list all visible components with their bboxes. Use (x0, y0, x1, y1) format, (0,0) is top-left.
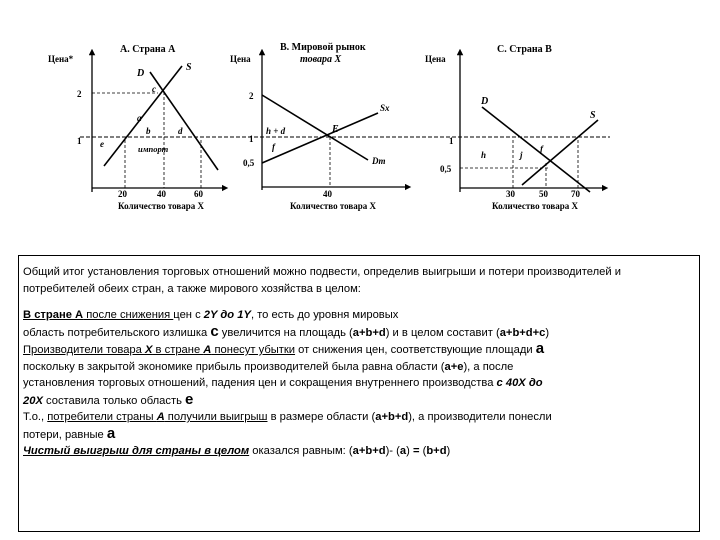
line9-text-4: ( (419, 445, 427, 457)
panel-a-area-c: c (152, 84, 156, 94)
line4-text-2: ), а после (463, 360, 514, 373)
panel-c-country-b (425, 44, 605, 211)
panel-c-qty-tick-50: 50 (539, 189, 548, 199)
net-bd: b+d (426, 445, 447, 457)
area-abd: a+b+d (352, 326, 386, 339)
line2-text-4: ) (545, 326, 550, 339)
panel-c-supply-label: S (590, 110, 596, 121)
after-decrease-phrase: после снижения (83, 309, 174, 321)
line1-text-1: цен с (173, 309, 204, 321)
panel-a-import-label: импорт (138, 144, 169, 154)
panel-b-qty-tick-40: 40 (323, 189, 332, 199)
line-closed-economy (23, 359, 693, 376)
line2-text-3: ) и в целом составит ( (385, 326, 500, 339)
production-to: 20Х (23, 394, 43, 407)
area-a-letter: а (535, 340, 545, 357)
consumers-country-a: А (156, 411, 165, 423)
line-only-area-e (23, 392, 693, 410)
line2-text-1: область потребительского излишка (23, 326, 211, 339)
panel-b-demand-label: Dm (372, 156, 386, 166)
panel-b-supply-label: Sx (380, 103, 390, 113)
net-equals: = (412, 445, 420, 457)
panel-b-equilibrium-label: E (332, 124, 339, 135)
panel-c-supply-curve (522, 120, 598, 185)
line6-text-1: составила только область (42, 394, 186, 407)
panel-b-area-hd: h + d (266, 126, 286, 136)
gain-area-abd: a+b+d (375, 411, 409, 423)
panel-c-qty-tick-70: 70 (571, 189, 580, 199)
producers-phrase-1: Производители товара (23, 344, 145, 356)
area-e-letter: е (185, 390, 194, 408)
price-change-phrase: 2Y до 1Y (203, 309, 251, 321)
line-consumers-gain (23, 409, 693, 426)
panel-b-price-tick-2: 2 (249, 91, 254, 101)
line-net-gain (23, 443, 693, 460)
panel-b-area-f: f (272, 142, 275, 152)
panel-a-area-e: e (100, 139, 104, 149)
line-consumer-surplus (23, 324, 693, 342)
line4-text-1: поскольку в закрытой экономике прибыль производителей была равна области ( (23, 360, 445, 373)
area-abdc: a+b+d+c (499, 326, 546, 339)
line7-text-2: в размере области ( (267, 411, 376, 423)
panel-c-price-tick-05: 0,5 (440, 164, 452, 174)
panel-a-qty-tick-40: 40 (157, 189, 166, 199)
loss-area-a-letter: а (106, 424, 116, 442)
panel-c-area-j: j (520, 150, 523, 160)
panel-c-price-tick-1: 1 (449, 136, 454, 146)
area-c-letter: с (210, 322, 219, 340)
consumers-phrase-1: потребители страны (47, 411, 157, 423)
explanation-text-box (18, 255, 700, 532)
line-losses-equal (23, 426, 693, 444)
panel-b-price-tick-05: 0,5 (243, 158, 255, 168)
panel-a-qty-tick-20: 20 (118, 189, 127, 199)
trade-diagram (0, 0, 720, 250)
panel-b-title-line2: товара X (300, 54, 342, 65)
panel-a-title: А. Страна А (120, 44, 176, 55)
net-a: а (399, 445, 407, 457)
panel-c-price-axis-label: Цена (425, 54, 446, 64)
line7-text-3: ), а производители понесли (408, 411, 552, 423)
panel-c-qty-axis-label: Количество товара X (492, 201, 579, 211)
line9-text-5: ) (446, 445, 451, 457)
production-from: с 40Х до (496, 377, 543, 389)
line-country-a-prices (23, 307, 693, 324)
line9-text-1: оказался равным: ( (249, 445, 353, 457)
panel-a-demand-curve (150, 72, 218, 170)
line8-text-1: потери, равные (23, 428, 107, 441)
panel-a-price-axis-label: Цена* (48, 54, 74, 64)
panel-b-price-axis-label: Цена (230, 54, 251, 64)
producers-phrase-3: понесут убытки (211, 344, 296, 356)
intro-paragraph: Общий итог установления торговых отношений можно подвести, определив выигрыши и потери производителей и потребителей обеих стран, а также мирового хозяйства в целом: (23, 266, 621, 295)
panel-a-price-tick-1: 1 (77, 136, 82, 146)
panel-a-qty-tick-60: 60 (194, 189, 203, 199)
producers-country-a: А (203, 344, 212, 356)
line7-text-1: Т.о., (23, 411, 48, 423)
panel-a-area-b: b (146, 126, 151, 136)
panel-a-country-a (48, 44, 225, 211)
net-abd: a+b+d (352, 445, 386, 457)
line3-text-1: от снижения цен, соответствующие площади (295, 344, 536, 356)
producers-phrase-2: в стране (152, 344, 204, 356)
panel-a-price-tick-2: 2 (77, 89, 82, 99)
panel-b-world-market (230, 42, 408, 211)
panel-a-demand-label: D (137, 68, 145, 79)
panel-b-title-line1: В. Мировой рынок (280, 42, 366, 53)
line-producers-losses (23, 341, 693, 359)
producers-good-x: X (144, 344, 153, 356)
line9-text-3: ) (406, 445, 413, 457)
country-a-phrase: В стране А (23, 309, 84, 321)
area-ae: а+е (444, 360, 464, 373)
panel-a-area-d: d (178, 126, 183, 136)
line-trade-relations (23, 375, 693, 392)
panel-c-demand-label: D (481, 96, 489, 107)
panel-b-qty-axis-label: Количество товара X (290, 201, 377, 211)
line1-text-2: , то есть до уровня мировых (250, 309, 399, 321)
panel-a-qty-axis-label: Количество товара X (118, 201, 205, 211)
panel-c-qty-tick-30: 30 (506, 189, 515, 199)
line2-text-2: увеличится на площадь ( (218, 326, 353, 339)
panel-b-price-tick-1: 1 (249, 134, 254, 144)
net-gain-phrase: Чистый выигрыш для страны в целом (23, 445, 250, 457)
line9-text-2: )- ( (385, 445, 400, 457)
panel-c-area-h: h (481, 150, 487, 160)
panel-a-area-a: a (137, 113, 142, 123)
consumers-phrase-2: получили выигрыш (164, 411, 268, 423)
panel-a-supply-label: S (186, 62, 192, 73)
panel-c-demand-curve (482, 107, 590, 192)
panel-c-title: С. Страна В (497, 44, 552, 55)
line5-text-1: установления торговых отношений, падения цен и сокращения внутреннего производства (23, 377, 497, 389)
panel-c-area-f: f (540, 144, 543, 154)
